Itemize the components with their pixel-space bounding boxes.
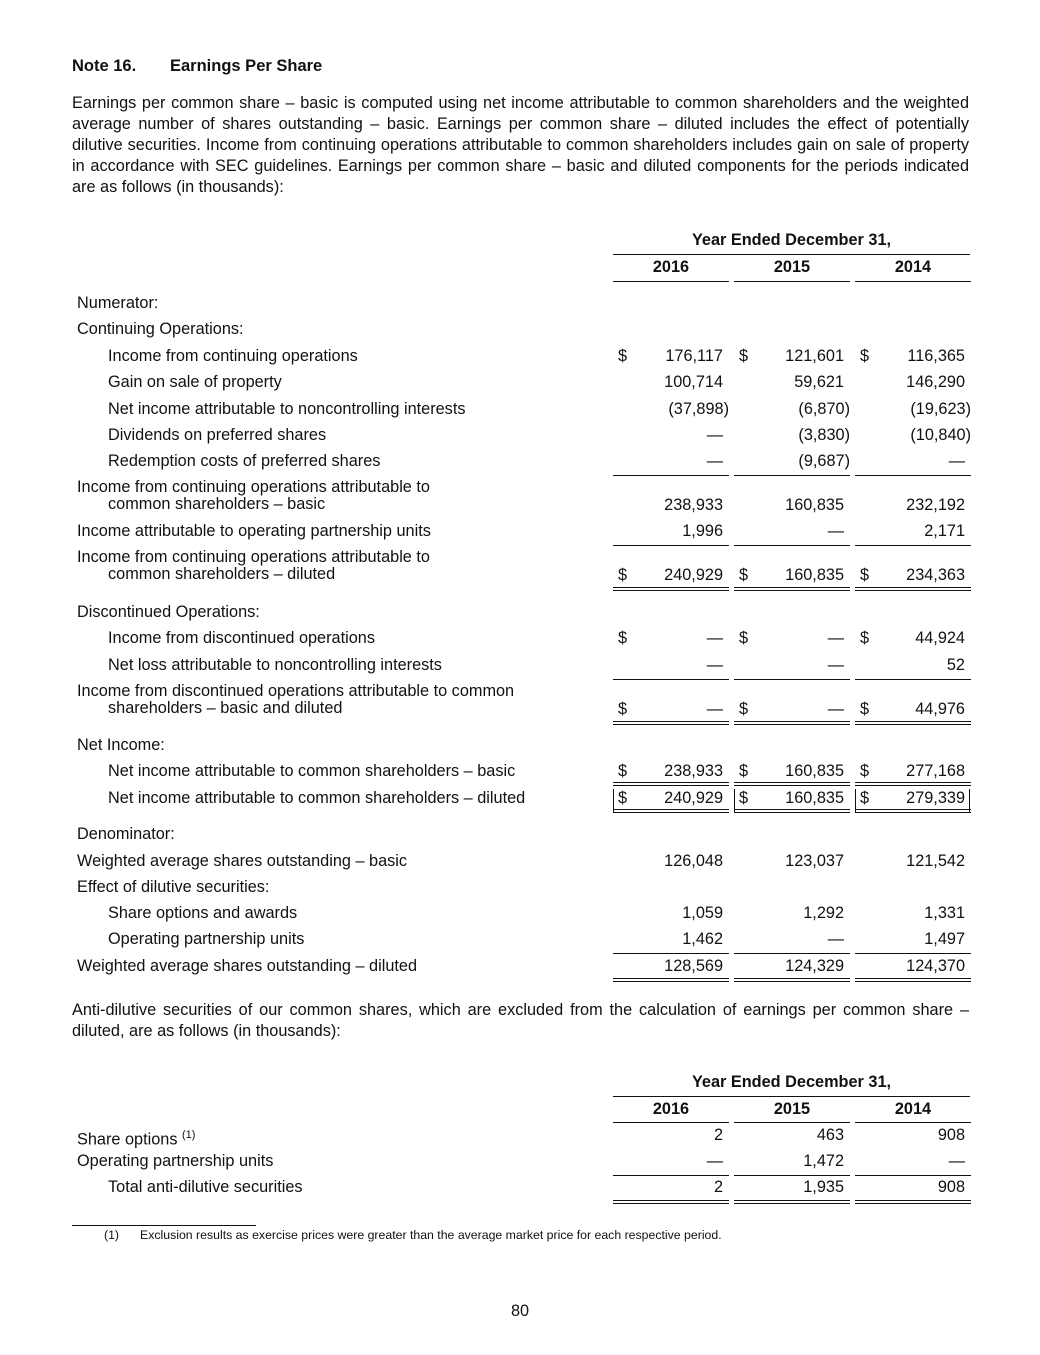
total-rule (613, 812, 729, 813)
cell-value: — (706, 700, 723, 718)
continuing-ops-label: Continuing Operations: (77, 320, 244, 338)
cell-value: 1,935 (803, 1178, 844, 1196)
cell-value: 240,929 (664, 566, 723, 584)
cell-value: 1,497 (924, 930, 965, 948)
year-rule (613, 281, 729, 282)
dollar-sign: $ (860, 789, 870, 807)
note-heading (72, 57, 322, 76)
cell-value: 160,835 (785, 566, 844, 584)
denominator-label: Denominator: (77, 825, 175, 843)
table-row (0, 1126, 1040, 1152)
cell-value: 908 (937, 1178, 965, 1196)
dollar-sign: $ (860, 629, 870, 647)
cell-value: 234,363 (906, 566, 965, 584)
table-row (0, 479, 1040, 519)
dollar-sign: $ (618, 762, 628, 780)
table-row (0, 426, 1040, 452)
header-rule (613, 254, 970, 255)
cell-value: 232,192 (906, 496, 965, 514)
dollar-sign: $ (860, 700, 870, 718)
cell-value: 160,835 (785, 789, 844, 807)
total-rule (734, 724, 850, 725)
cell-value: 116,365 (907, 347, 965, 365)
cell-value: — (827, 522, 844, 540)
cell-value: 2 (713, 1126, 723, 1144)
cell-value: 240,929 (664, 789, 723, 807)
cell-border (969, 789, 970, 812)
cell-value: 1,996 (682, 522, 723, 540)
cell-border (613, 789, 614, 812)
row-label: Redemption costs of preferred shares (108, 452, 381, 470)
cell-value: 124,329 (785, 957, 844, 975)
subtotal-rule (855, 679, 971, 680)
row-label: Weighted average shares outstanding – diluted (77, 957, 418, 975)
total-rule (855, 587, 971, 588)
total-rule (613, 721, 729, 722)
row-label (77, 1126, 195, 1148)
cell-value: (19,623) (910, 400, 971, 418)
numerator-label: Numerator: (77, 294, 159, 312)
subtotal-rule (734, 679, 850, 680)
total-rule (734, 782, 850, 783)
row-label: Weighted average shares outstanding – basic (77, 852, 408, 870)
table-row (0, 629, 1040, 655)
subtotal-rule (613, 1175, 729, 1176)
dollar-sign: $ (860, 347, 870, 365)
total-rule (613, 981, 729, 982)
table1-year-2015: 2015 (773, 258, 811, 276)
total-rule (613, 785, 729, 786)
row-label-line2: common shareholders – basic (108, 495, 326, 513)
cell-value: 100,714 (664, 373, 723, 391)
total-rule (855, 812, 971, 813)
cell-value: 279,339 (906, 789, 965, 807)
total-rule (734, 981, 850, 982)
dollar-sign: $ (618, 347, 628, 365)
row-label-line2: shareholders – basic and diluted (108, 699, 343, 717)
cell-value: 1,059 (682, 904, 723, 922)
cell-value: 126,048 (664, 852, 723, 870)
dollar-sign: $ (618, 789, 628, 807)
subtotal-rule (613, 545, 729, 546)
row-label: Share options and awards (108, 904, 298, 922)
cell-value: 238,933 (664, 762, 723, 780)
row-label: Gain on sale of property (108, 373, 282, 391)
subtotal-rule (613, 679, 729, 680)
cell-value: 146,290 (906, 373, 965, 391)
year-rule (855, 281, 971, 282)
cell-value: — (827, 629, 844, 647)
intro-paragraph: Earnings per common share – basic is computed using net income attributable to common shareholders and the weighted average number of shares outstanding – basic. Earnings per common share – diluted includes the effect of potentially dilutive securities. Income from continuing operations attributable to common shareholders includes gain on sale of property in accordance with SEC guidelines. Earnings per common share – basic and diluted components for the periods indicated are as follows (in thousands): (72, 94, 969, 196)
dollar-sign: $ (739, 789, 749, 807)
cell-value: — (706, 1152, 723, 1170)
cell-value: (6,870) (798, 400, 850, 418)
subtotal-rule (855, 545, 971, 546)
row-label-line1: Income from continuing operations attributable to (77, 548, 430, 566)
table2-year-2015: 2015 (773, 1100, 811, 1118)
year-rule (734, 281, 850, 282)
total-rule (734, 978, 850, 979)
total-rule (734, 812, 850, 813)
cell-value: 2 (713, 1178, 723, 1196)
row-label-line1: Income from continuing operations attributable to (77, 478, 430, 496)
table-row (0, 683, 1040, 723)
page-number: 80 (510, 1302, 530, 1320)
total-rule (855, 721, 971, 722)
subtotal-rule (855, 953, 971, 954)
table2-period-header: Year Ended December 31, (691, 1073, 892, 1091)
total-rule (734, 785, 850, 786)
row-label (77, 683, 514, 717)
table1-year-2014: 2014 (894, 258, 932, 276)
row-label: Operating partnership units (77, 1152, 274, 1170)
cell-value: 121,542 (906, 852, 965, 870)
cell-value: 2,171 (924, 522, 965, 540)
row-label-line1: Income from discontinued operations attributable to common (77, 682, 515, 700)
subtotal-rule (613, 475, 729, 476)
total-rule (734, 721, 850, 722)
cell-value: — (827, 930, 844, 948)
row-label: Net income attributable to common shareholders – basic (108, 762, 516, 780)
table-row (0, 400, 1040, 426)
row-label: Net income attributable to noncontrolling interests (108, 400, 466, 418)
table-row (0, 373, 1040, 399)
cell-value: 463 (816, 1126, 844, 1144)
row-label: Income attributable to operating partnership units (77, 522, 431, 540)
row-label: Operating partnership units (108, 930, 305, 948)
anti-dilutive-paragraph: Anti-dilutive securities of our common shares, which are excluded from the calculation of earnings per common share – diluted, are as follows (in thousands): (72, 1001, 969, 1040)
cell-value: 44,976 (915, 700, 965, 718)
total-rule (855, 1200, 971, 1201)
total-rule (613, 1203, 729, 1204)
total-rule (855, 1203, 971, 1204)
total-rule (613, 590, 729, 591)
subtotal-rule (734, 475, 850, 476)
cell-value: — (706, 656, 723, 674)
row-label: Income from discontinued operations (108, 629, 375, 647)
cell-value: 1,462 (682, 930, 723, 948)
subtotal-rule (855, 475, 971, 476)
total-rule (734, 809, 850, 810)
row-label (77, 549, 430, 583)
dollar-sign: $ (739, 700, 749, 718)
dollar-sign: $ (739, 629, 749, 647)
table2-year-2016: 2016 (652, 1100, 690, 1118)
table1-period-header: Year Ended December 31, (691, 231, 892, 249)
dollar-sign: $ (860, 566, 870, 584)
subtotal-rule (613, 953, 729, 954)
cell-value: 1,292 (803, 904, 844, 922)
year-rule (855, 1122, 971, 1123)
cell-value: — (948, 1152, 965, 1170)
total-rule (855, 785, 971, 786)
cell-value: 908 (937, 1126, 965, 1144)
cell-value: 1,472 (803, 1152, 844, 1170)
row-label: Dividends on preferred shares (108, 426, 327, 444)
dollar-sign: $ (739, 347, 749, 365)
total-rule (734, 1200, 850, 1201)
table-row (0, 957, 1040, 983)
cell-value: 59,621 (794, 373, 844, 391)
footnote-ref: (1) (182, 1129, 196, 1141)
total-rule (734, 1203, 850, 1204)
dollar-sign: $ (860, 762, 870, 780)
cell-value: 160,835 (785, 496, 844, 514)
header-rule (613, 1096, 970, 1097)
footnote-number: (1) (104, 1228, 120, 1242)
total-rule (855, 978, 971, 979)
dollar-sign: $ (739, 566, 749, 584)
cell-value: 238,933 (664, 496, 723, 514)
cell-value: (37,898) (668, 400, 729, 418)
cell-border (734, 789, 735, 812)
cell-value: 44,924 (915, 629, 965, 647)
total-rule (613, 724, 729, 725)
dollar-sign: $ (618, 629, 628, 647)
cell-value: 52 (946, 656, 965, 674)
cell-value: 160,835 (785, 762, 844, 780)
cell-value: 176,117 (665, 347, 723, 365)
subtotal-rule (855, 1175, 971, 1176)
year-rule (613, 1122, 729, 1123)
subtotal-rule (734, 953, 850, 954)
cell-value: 121,601 (785, 347, 844, 365)
cell-value: (3,830) (798, 426, 850, 444)
cell-border (855, 789, 856, 812)
total-rule (855, 590, 971, 591)
cell-value: (9,687) (798, 452, 850, 470)
dilutive-securities-label: Effect of dilutive securities: (77, 878, 270, 896)
table-row (0, 904, 1040, 930)
net-income-label: Net Income: (77, 736, 165, 754)
cell-value: — (706, 426, 723, 444)
cell-value: — (948, 452, 965, 470)
dollar-sign: $ (739, 762, 749, 780)
cell-value: 1,331 (924, 904, 965, 922)
table1-year-2016: 2016 (652, 258, 690, 276)
table-row (0, 549, 1040, 589)
footnote-text: Exclusion results as exercise prices were greater than the average market price for each respective period. (140, 1228, 722, 1242)
note-number: Note 16. (72, 57, 137, 75)
cell-value: — (827, 656, 844, 674)
row-label: Net loss attributable to noncontrolling interests (108, 656, 442, 674)
row-label: Total anti-dilutive securities (108, 1178, 303, 1196)
discontinued-ops-label: Discontinued Operations: (77, 603, 260, 621)
year-rule (734, 1122, 850, 1123)
total-rule (734, 590, 850, 591)
cell-value: 277,168 (906, 762, 965, 780)
note-title: Earnings Per Share (170, 57, 323, 75)
cell-value: — (706, 629, 723, 647)
total-rule (855, 809, 971, 810)
subtotal-rule (734, 545, 850, 546)
total-rule (734, 587, 850, 588)
cell-value: — (706, 452, 723, 470)
total-rule (613, 587, 729, 588)
row-label-line2: common shareholders – diluted (108, 565, 336, 583)
footnote-divider (72, 1225, 256, 1226)
total-rule (855, 724, 971, 725)
total-rule (613, 978, 729, 979)
row-label: Income from continuing operations (108, 347, 358, 365)
cell-value: (10,840) (910, 426, 971, 444)
subtotal-rule (734, 1175, 850, 1176)
total-rule (855, 981, 971, 982)
total-rule (613, 782, 729, 783)
cell-value: 128,569 (664, 957, 723, 975)
table-row (0, 347, 1040, 373)
row-label (77, 479, 430, 513)
total-rule (855, 782, 971, 783)
total-rule (613, 809, 729, 810)
table2-year-2014: 2014 (894, 1100, 932, 1118)
cell-value: 123,037 (785, 852, 844, 870)
row-label-text: Share options (77, 1130, 178, 1149)
dollar-sign: $ (618, 566, 628, 584)
table-row (0, 852, 1040, 878)
row-label: Net income attributable to common shareholders – diluted (108, 789, 526, 807)
dollar-sign: $ (618, 700, 628, 718)
cell-value: 124,370 (906, 957, 965, 975)
total-rule (613, 1200, 729, 1201)
cell-value: — (827, 700, 844, 718)
